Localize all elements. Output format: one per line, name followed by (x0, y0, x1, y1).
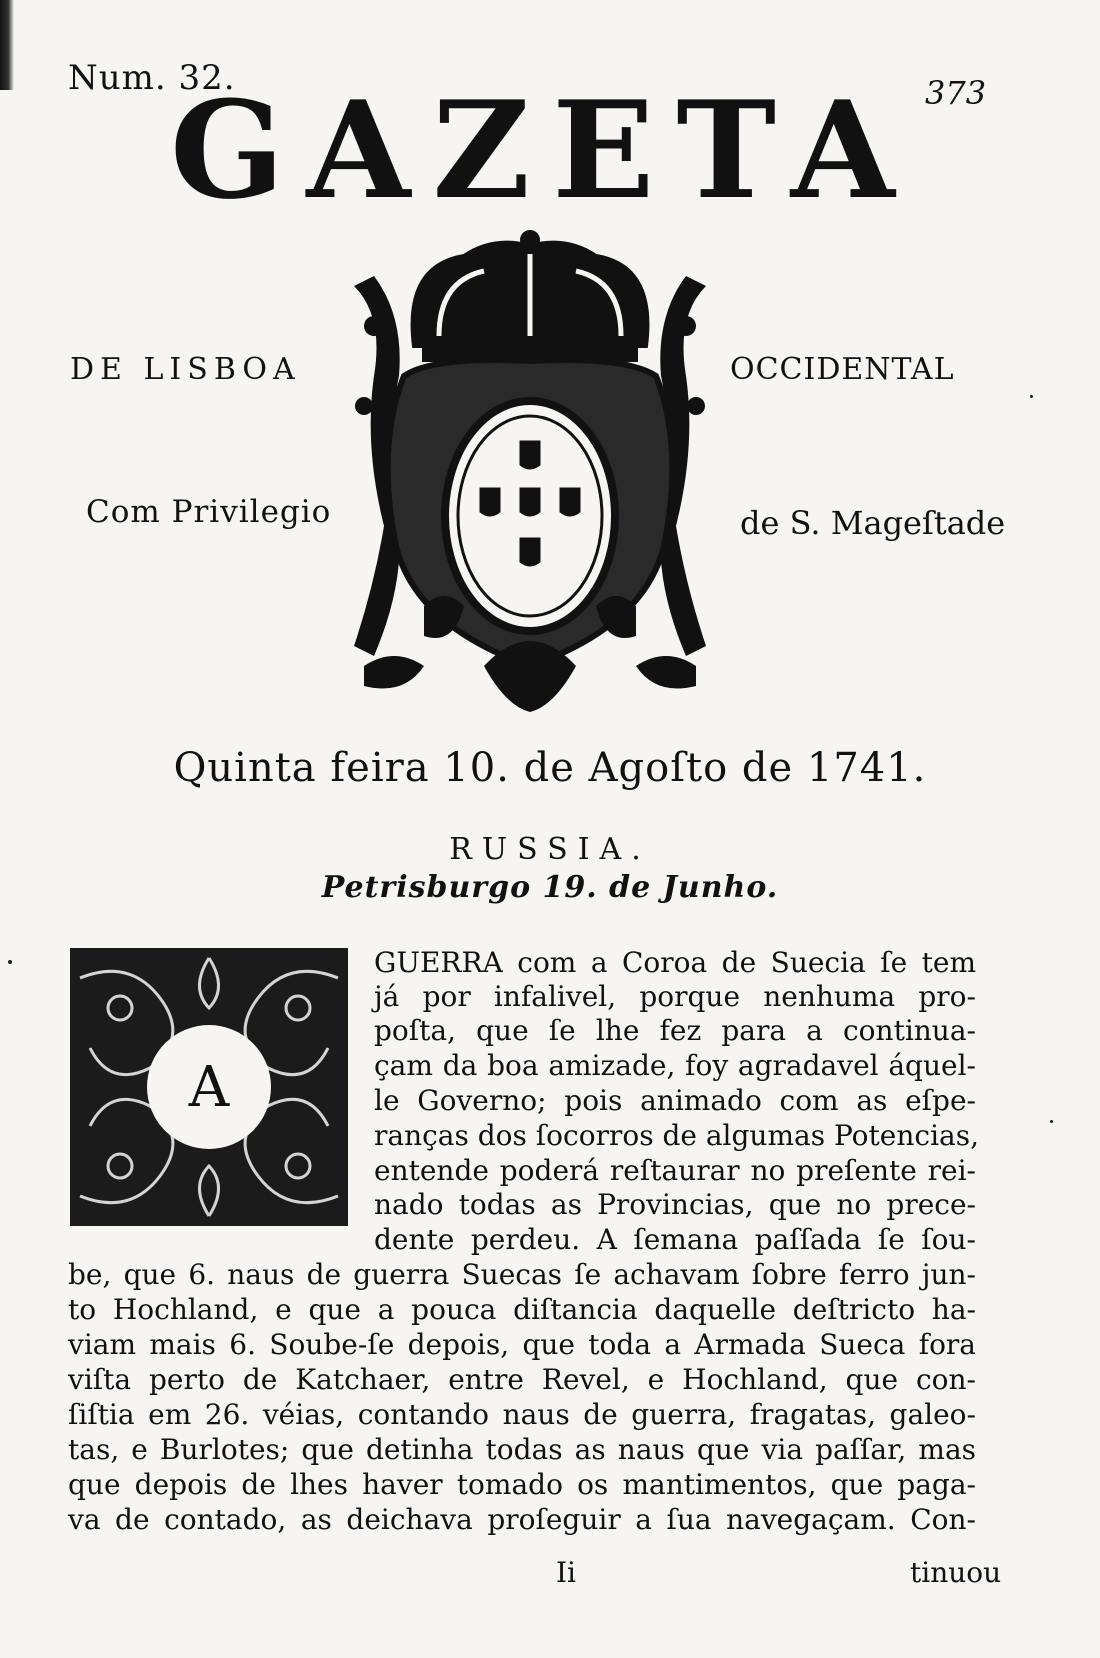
catchword: tinuou (910, 1556, 1002, 1589)
signature-mark: Ii (556, 1556, 577, 1589)
body-line: entende poderá reſtaurar no preſente rei- (374, 1154, 976, 1187)
scan-speck (1050, 1120, 1053, 1123)
ornamental-drop-cap (70, 948, 348, 1226)
masthead-title: GAZETA (170, 71, 917, 229)
section-heading: RUSSIA. (449, 832, 651, 867)
body-line: le Governo; pois animado com as eſpe- (374, 1084, 976, 1117)
scan-speck (8, 960, 12, 964)
body-line: viam mais 6. Soube-ſe depois, que toda a Armada Sueca fora (68, 1328, 976, 1361)
body-line: va de contado, as deichava proſeguir a ſua navegaçam. Con- (68, 1503, 976, 1536)
page-number: 373 (925, 74, 987, 112)
scan-speck (1030, 395, 1033, 398)
body-line: já por infalivel, porque nenhuma pro- (374, 980, 976, 1013)
body-line: çam da boa amizade, foy agradavel áquel- (374, 1049, 976, 1082)
body-line: be, que 6. naus de guerra Suecas ſe achavam ſobre ferro jun- (68, 1258, 976, 1291)
body-line: viſta perto de Katchaer, entre Revel, e Hochland, que con- (68, 1363, 976, 1396)
body-line: dente perdeu. A ſemana paſſada ſe ſou- (374, 1223, 976, 1256)
body-line: ſiſtia em 26. véias, contando naus de guerra, fragatas, galeo- (68, 1398, 976, 1431)
body-line: que depois de lhes haver tomado os mantimentos, que paga- (68, 1468, 976, 1501)
masthead-right-bottom: de S. Mageſtade (740, 504, 1006, 542)
drop-cap-letter: A (188, 1055, 230, 1120)
masthead-left-bottom: Com Privilegio (86, 494, 332, 530)
issue-number: Num. 32. (68, 58, 236, 98)
issue-date: Quinta feira 10. de Agoſto de 1741. (173, 745, 927, 791)
masthead-right-top: OCCIDENTAL (730, 352, 955, 387)
masthead-left-top: DE LISBOA (70, 352, 301, 387)
section-dateline: Petrisburgo 19. de Junho. (321, 870, 779, 905)
body-line: ranças dos ſocorros de algumas Potencias, (374, 1119, 979, 1152)
royal-coat-of-arms-icon (344, 226, 716, 722)
body-line: nado todas as Provincias, que no prece- (374, 1188, 976, 1221)
body-line: poſta, que ſe lhe fez para a continua- (374, 1014, 976, 1047)
body-line: tas, e Burlotes; que detinha todas as naus que via paſſar, mas (68, 1433, 976, 1466)
scan-edge-mark (0, 0, 14, 90)
body-line: GUERRA com a Coroa de Suecia ſe tem (374, 946, 976, 979)
body-line: to Hochland, e que a pouca diſtancia daquelle deſtricto ha- (68, 1293, 976, 1326)
